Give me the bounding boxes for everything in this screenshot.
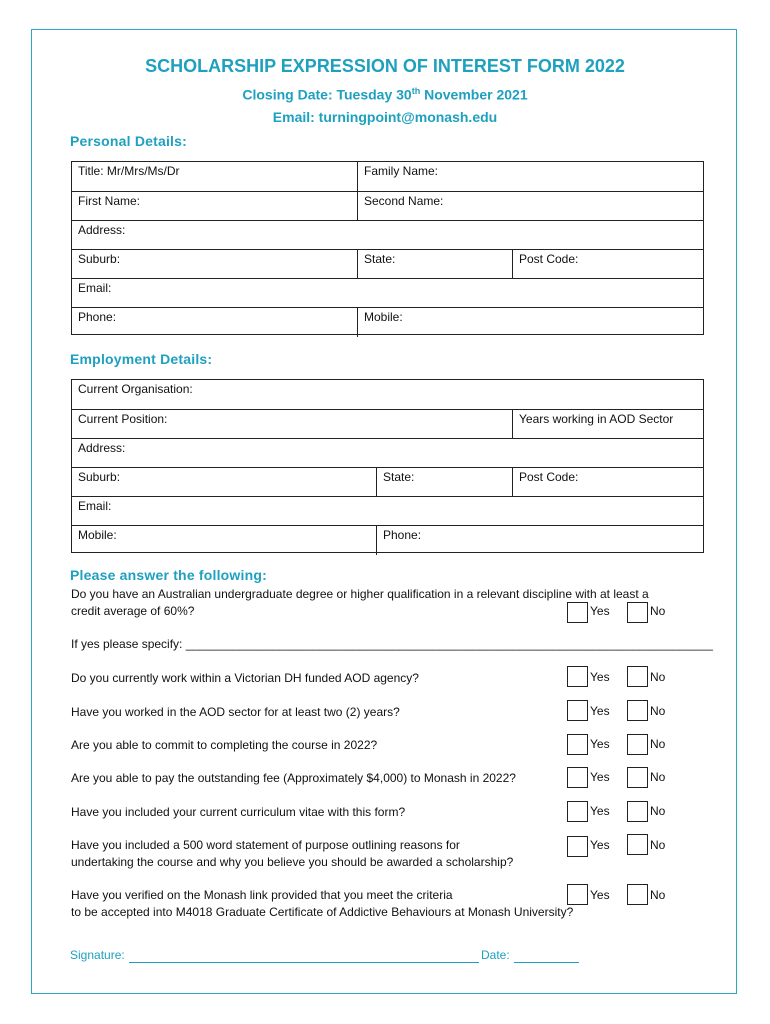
yes-label: Yes	[590, 604, 610, 618]
yes-label: Yes	[590, 770, 610, 784]
signature-label: Signature:	[70, 948, 125, 962]
personal-details-table	[71, 161, 704, 335]
fee-yes-checkbox[interactable]	[567, 767, 588, 788]
signature-line[interactable]	[129, 962, 479, 963]
table-row	[72, 525, 703, 555]
yes-label: Yes	[590, 888, 610, 902]
statement-no-checkbox[interactable]	[627, 834, 648, 855]
work-address-field[interactable]: Address:	[78, 441, 126, 455]
question-aod-years: Have you worked in the AOD sector for at least two (2) years?	[71, 705, 400, 719]
state-field[interactable]: State:	[357, 250, 512, 279]
commit-yes-checkbox[interactable]	[567, 734, 588, 755]
question-criteria	[71, 887, 573, 921]
questions-heading: Please answer the following:	[70, 567, 267, 583]
family-name-field[interactable]: Family Name:	[357, 162, 703, 191]
work-email-field[interactable]: Email:	[78, 499, 112, 513]
date-line[interactable]	[514, 962, 579, 963]
question-degree-line1: Do you have an Australian undergraduate degree or higher qualification in a relevant discipline with at least a	[71, 587, 649, 601]
title-field[interactable]: Title: Mr/Mrs/Ms/Dr	[78, 164, 180, 178]
no-label: No	[650, 670, 666, 684]
cv-no-checkbox[interactable]	[627, 801, 648, 822]
table-row	[72, 278, 703, 308]
question-fee: Are you able to pay the outstanding fee (Approximately $4,000) to Monash in 2022?	[71, 771, 516, 785]
no-label: No	[650, 604, 666, 618]
question-cv: Have you included your current curriculum vitae with this form?	[71, 805, 406, 819]
question-statement	[71, 837, 513, 871]
suburb-field[interactable]: Suburb:	[78, 252, 121, 266]
yes-label: Yes	[590, 670, 610, 684]
work-phone-field[interactable]: Phone:	[376, 526, 703, 555]
phone-field[interactable]: Phone:	[78, 310, 117, 324]
years-aod-field[interactable]: Years working in AOD Sector	[512, 410, 703, 439]
email-field[interactable]: Email:	[78, 281, 112, 295]
table-row	[72, 467, 703, 497]
dh-agency-yes-checkbox[interactable]	[567, 666, 588, 687]
no-label: No	[650, 888, 666, 902]
table-row	[72, 409, 703, 439]
employment-details-table	[71, 379, 704, 553]
question-commit: Are you able to commit to completing the course in 2022?	[71, 738, 378, 752]
question-criteria-line1: Have you verified on the Monash link provided that you meet the criteria	[71, 888, 453, 902]
no-label: No	[650, 770, 666, 784]
work-state-field[interactable]: State:	[376, 468, 512, 497]
aod-years-no-checkbox[interactable]	[627, 700, 648, 721]
table-row	[72, 191, 703, 221]
mobile-field[interactable]: Mobile:	[357, 308, 703, 337]
closing-date-sup: th	[411, 86, 421, 96]
work-post-code-field[interactable]: Post Code:	[512, 468, 703, 497]
yes-label: Yes	[590, 838, 610, 852]
closing-date	[0, 86, 770, 103]
position-field[interactable]: Current Position:	[78, 412, 168, 426]
question-criteria-line2: to be accepted into M4018 Graduate Certificate of Addictive Behaviours at Monash University?	[71, 905, 574, 919]
question-degree	[71, 586, 649, 620]
yes-label: Yes	[590, 704, 610, 718]
closing-date-prefix: Closing Date: Tuesday 30	[242, 86, 412, 103]
degree-no-checkbox[interactable]	[627, 602, 648, 623]
table-row	[72, 162, 703, 191]
no-label: No	[650, 838, 666, 852]
contact-email[interactable]: Email: turningpoint@monash.edu	[272, 109, 498, 125]
no-label: No	[650, 804, 666, 818]
organisation-field[interactable]: Current Organisation:	[78, 382, 193, 396]
address-field[interactable]: Address:	[78, 223, 126, 237]
specify-field[interactable]: If yes please specify: _______________________________________________________________________________	[71, 637, 713, 651]
criteria-yes-checkbox[interactable]	[567, 884, 588, 905]
no-label: No	[650, 737, 666, 751]
statement-yes-checkbox[interactable]	[567, 836, 588, 857]
table-row	[72, 438, 703, 468]
degree-yes-checkbox[interactable]	[567, 602, 588, 623]
yes-label: Yes	[590, 737, 610, 751]
table-row	[72, 249, 703, 279]
employment-heading: Employment Details:	[70, 351, 213, 367]
question-degree-line2: credit average of 60%?	[71, 604, 195, 618]
work-suburb-field[interactable]: Suburb:	[78, 470, 121, 484]
fee-no-checkbox[interactable]	[627, 767, 648, 788]
table-row	[72, 307, 703, 337]
no-label: No	[650, 704, 666, 718]
table-row	[72, 380, 703, 409]
commit-no-checkbox[interactable]	[627, 734, 648, 755]
table-row	[72, 220, 703, 250]
dh-agency-no-checkbox[interactable]	[627, 666, 648, 687]
criteria-no-checkbox[interactable]	[627, 884, 648, 905]
aod-years-yes-checkbox[interactable]	[567, 700, 588, 721]
cv-yes-checkbox[interactable]	[567, 801, 588, 822]
closing-date-suffix: November 2021	[420, 86, 528, 103]
second-name-field[interactable]: Second Name:	[357, 192, 703, 221]
first-name-field[interactable]: First Name:	[78, 194, 141, 208]
question-dh-agency: Do you currently work within a Victorian DH funded AOD agency?	[71, 671, 419, 685]
post-code-field[interactable]: Post Code:	[512, 250, 703, 279]
date-label: Date:	[481, 948, 510, 962]
question-statement-line2: undertaking the course and why you believe you should be awarded a scholarship?	[71, 855, 514, 869]
yes-label: Yes	[590, 804, 610, 818]
form-title: SCHOLARSHIP EXPRESSION OF INTEREST FORM 2022	[145, 56, 625, 76]
table-row	[72, 496, 703, 526]
question-statement-line1: Have you included a 500 word statement of purpose outlining reasons for	[71, 838, 460, 852]
personal-heading: Personal Details:	[70, 133, 187, 149]
work-mobile-field[interactable]: Mobile:	[78, 528, 117, 542]
